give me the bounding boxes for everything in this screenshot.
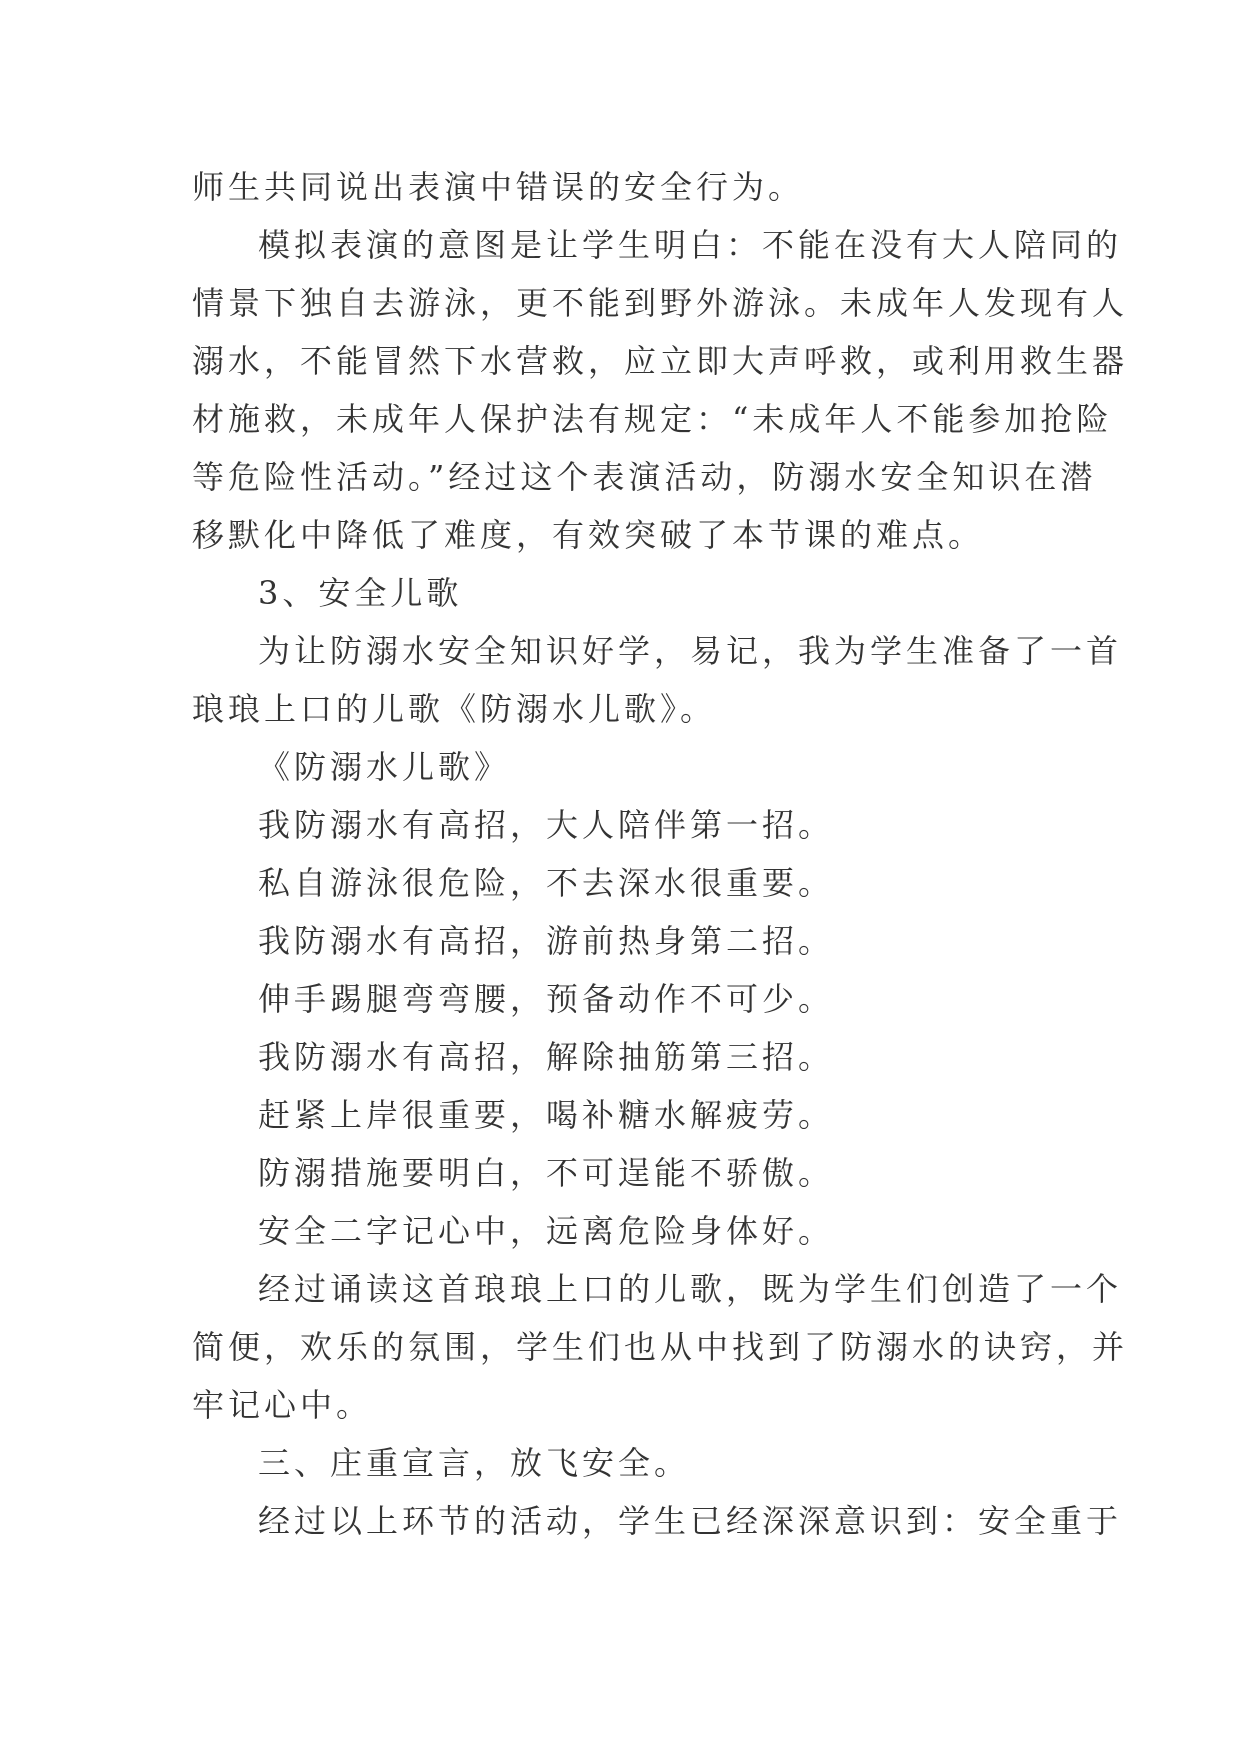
text-line: 经过以上环节的活动，学生已经深深意识到：安全重于 [258,1502,1123,1540]
paragraph-declaration-intro [192,1492,1123,1550]
text-line: 模拟表演的意图是让学生明白：不能在没有大人陪同的 [258,226,1123,264]
text-line: 移默化中降低了难度，有效突破了本节课的难点。 [192,516,985,554]
text-line: 我防溺水有高招，游前热身第二招。 [258,922,835,960]
paragraph-simulation-purpose [192,216,1129,564]
text-line: 溺水，不能冒然下水营救，应立即大声呼救，或利用救生器 [192,342,1129,380]
paragraph-song-intro [192,622,1123,738]
text-line: 伸手踢腿弯弯腰，预备动作不可少。 [258,980,835,1018]
song-verse-line [192,854,1058,912]
text-line: 安全二字记心中，远离危险身体好。 [258,1212,835,1250]
section-heading-safety-song [192,564,1058,622]
text-line: 简便，欢乐的氛围，学生们也从中找到了防溺水的诀窍，并 [192,1328,1129,1366]
text-line: 牢记心中。 [192,1386,373,1424]
text-line: 赶紧上岸很重要，喝补糖水解疲劳。 [258,1096,835,1134]
song-verse-line [192,970,1058,1028]
song-verse-line [192,1202,1058,1260]
text-line: 三、庄重宣言，放飞安全。 [258,1444,691,1482]
text-line: 材施救，未成年人保护法有规定：“未成年人不能参加抢险 [192,400,1113,438]
text-line: 琅琅上口的儿歌《防溺水儿歌》。 [192,690,717,728]
section-heading-declaration [192,1434,1058,1492]
song-verse-line [192,1086,1058,1144]
text-line: 为让防溺水安全知识好学，易记，我为学生准备了一首 [258,632,1123,670]
song-verse-line [192,912,1058,970]
paragraph-continuation [192,158,1058,216]
song-verse-line [192,1144,1058,1202]
paragraph-song-reflection [192,1260,1129,1434]
song-title [192,738,1058,796]
text-line: 我防溺水有高招，解除抽筋第三招。 [258,1038,835,1076]
text-line: 我防溺水有高招，大人陪伴第一招。 [258,806,835,844]
text-line: 3、安全儿歌 [258,574,463,612]
text-line: 《防溺水儿歌》 [258,748,511,786]
text-line: 等危险性活动。”经过这个表演活动，防溺水安全知识在潜 [192,458,1097,496]
song-verse-line [192,796,1058,854]
document-body [192,158,1129,1550]
song-verse-line [192,1028,1058,1086]
text-line: 师生共同说出表演中错误的安全行为。 [192,168,805,206]
text-line: 防溺措施要明白，不可逞能不骄傲。 [258,1154,835,1192]
text-line: 经过诵读这首琅琅上口的儿歌，既为学生们创造了一个 [258,1270,1123,1308]
text-line: 私自游泳很危险，不去深水很重要。 [258,864,835,902]
text-line: 情景下独自去游泳，更不能到野外游泳。未成年人发现有人 [192,284,1129,322]
